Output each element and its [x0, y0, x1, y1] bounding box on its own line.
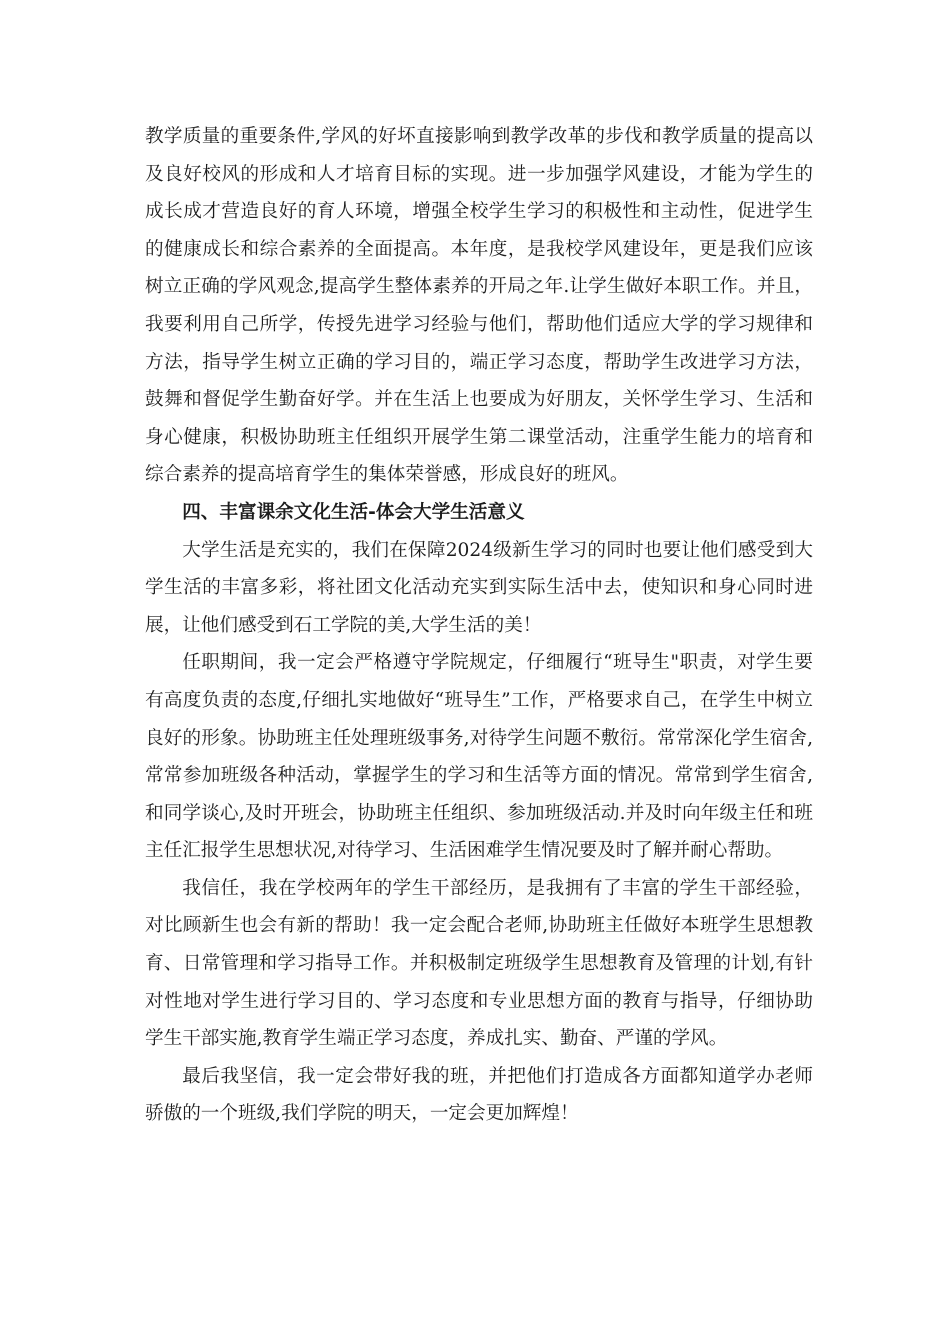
paragraph-study-style: 教学质量的重要条件,学风的好坏直接影响到教学改革的步伐和教学质量的提高以及良好校风的形成和人才培育目标的实现。进一步加强学风建设，才能为学生的成长成才营造良好的育人环境，增强全校学生学习的积极性和主动性，促进学生的健康成长和综合素养的全面提高。本年度，是我校学风建设年，更是我们应该树立正确的学风观念,提高学生整体素养的开局之年.让学生做好本职工作。并且，我要利用自己所学，传授先进学习经验与他们，帮助他们适应大学的学习规律和方法，指导学生树立正确的学习目的，端正学习态度，帮助学生改进学习方法，鼓舞和督促学生勤奋好学。并在生活上也要成为好朋友，关怀学生学习、生活和身心健康，积极协助班主任组织开展学生第二课堂活动，注重学生能力的培育和综合素养的提高培育学生的集体荣誉感，形成良好的班风。 [145, 126, 813, 486]
paragraph-duties: 任职期间，我一定会严格遵守学院规定，仔细履行“班导生"职责，对学生要有高度负责的态度,仔细扎实地做好“班导生”工作，严格要求自己，在学生中树立良好的形象。协助班主任处理班级事务,对待学生问题不敷衍。常常深化学生宿舍,常常参加班级各种活动，掌握学生的学习和生活等方面的情况。常常到学生宿舍,和同学谈心,及时开班会，协助班主任组织、参加班级活动.并及时向年级主任和班主任汇报学生思想状况,对待学习、生活困难学生情况要及时了解并耐心帮助。 [145, 652, 813, 862]
paragraph-experience: 我信任，我在学校两年的学生干部经历，是我拥有了丰富的学生干部经验，对比顾新生也会有新的帮助！我一定会配合老师,协助班主任做好本班学生思想教育、日常管理和学习指导工作。并积极制定班级学生思想教育及管理的计划,有针对性地对学生进行学习目的、学习态度和专业思想方面的教育与指导，仔细协助学生干部实施,教育学生端正学习态度，养成扎实、勤奋、严谨的学风。 [145, 877, 813, 1050]
paragraph-campus-life: 大学生活是充实的，我们在保障2024级新生学习的同时也要让他们感受到大学生活的丰富多彩，将社团文化活动充实到实际生活中去，使知识和身心同时进展，让他们感受到石工学院的美,大学生活的美！ [145, 539, 813, 636]
section-heading-4: 四、丰富课余文化生活-体会大学生活意义 [182, 501, 525, 523]
document-body [145, 118, 813, 1133]
paragraph-conclusion: 最后我坚信，我一定会带好我的班，并把他们打造成各方面都知道学办老师骄傲的一个班级,我们学院的明天，一定会更加辉煌！ [145, 1065, 813, 1125]
